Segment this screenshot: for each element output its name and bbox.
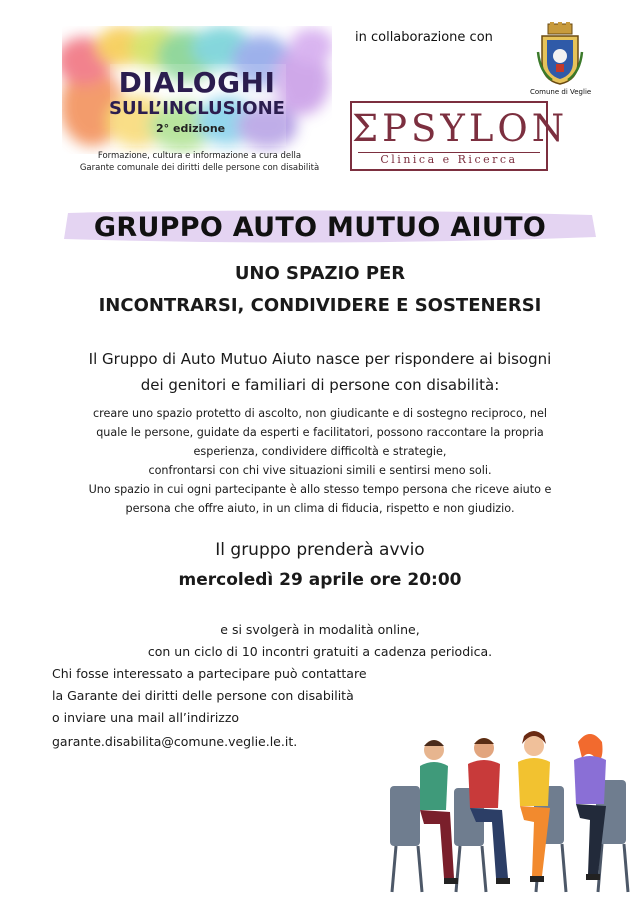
logo-subtitle-line2: Garante comunale dei diritti delle persone con disabilità: [79, 163, 320, 173]
info-line: con un ciclo di 10 incontri gratuiti a cadenza periodica.: [147, 644, 493, 659]
dialoghi-logo: [62, 26, 332, 154]
logo-title-dialoghi: DIALOGHI: [118, 66, 276, 99]
epsylon-name: ΣPSYLON: [352, 107, 569, 150]
start-date: mercoledì 29 aprile ore 20:00: [178, 570, 462, 590]
info-line: o inviare una mail all’indirizzo: [52, 710, 240, 725]
main-title: GRUPPO AUTO MUTUO AIUTO: [93, 212, 547, 243]
collaboration-label: in collaborazione con: [355, 30, 493, 45]
epsylon-tagline: Clinica e Ricerca: [380, 153, 518, 166]
paragraph-line: quale le persone, guidate da esperti e facilitatori, possono raccontare la propria: [96, 426, 544, 439]
comune-crest-icon: [536, 22, 584, 86]
paragraph-line: Uno spazio in cui ogni partecipante è allo stesso tempo persona che riceve aiuto e: [88, 483, 552, 496]
info-line: Chi fosse interessato a partecipare può contattare: [52, 666, 367, 681]
info-line: e si svolgerà in modalità online,: [220, 622, 420, 637]
logo-title-inclusione: SULL’INCLUSIONE: [109, 98, 285, 119]
intro-line2: dei genitori e familiari di persone con disabilità:: [140, 376, 500, 394]
comune-label: Comune di Veglie: [530, 88, 592, 96]
logo-subtitle: [62, 150, 337, 174]
logo-subtitle-line1: Formazione, cultura e informazione a cura della: [97, 151, 302, 161]
epsylon-logo: [350, 101, 569, 171]
start-text: Il gruppo prenderà avvio: [215, 540, 425, 560]
info-line: la Garante dei diritti delle persone con disabilità: [52, 688, 354, 703]
contact-email[interactable]: garante.disabilita@comune.veglie.le.it.: [52, 734, 298, 749]
paragraph-line: creare uno spazio protetto di ascolto, non giudicante e di sostegno reciproco, nel: [93, 407, 547, 420]
subtitle-line2: INCONTRARSI, CONDIVIDERE E SOSTENERSI: [98, 295, 542, 316]
group-meeting-illustration: [384, 728, 634, 896]
paragraph-line: esperienza, condividere difficoltà e strategie,: [193, 445, 447, 458]
subtitle-line1: UNO SPAZIO PER: [234, 263, 406, 284]
logo-edition: 2° edizione: [156, 122, 226, 135]
paragraph-line: persona che offre aiuto, in un clima di fiducia, rispetto e non giudizio.: [125, 502, 515, 515]
intro-line1: Il Gruppo di Auto Mutuo Aiuto nasce per rispondere ai bisogni: [88, 350, 552, 368]
description-paragraph: [50, 404, 590, 518]
paragraph-line: confrontarsi con chi vive situazioni simili e sentirsi meno soli.: [148, 464, 492, 477]
